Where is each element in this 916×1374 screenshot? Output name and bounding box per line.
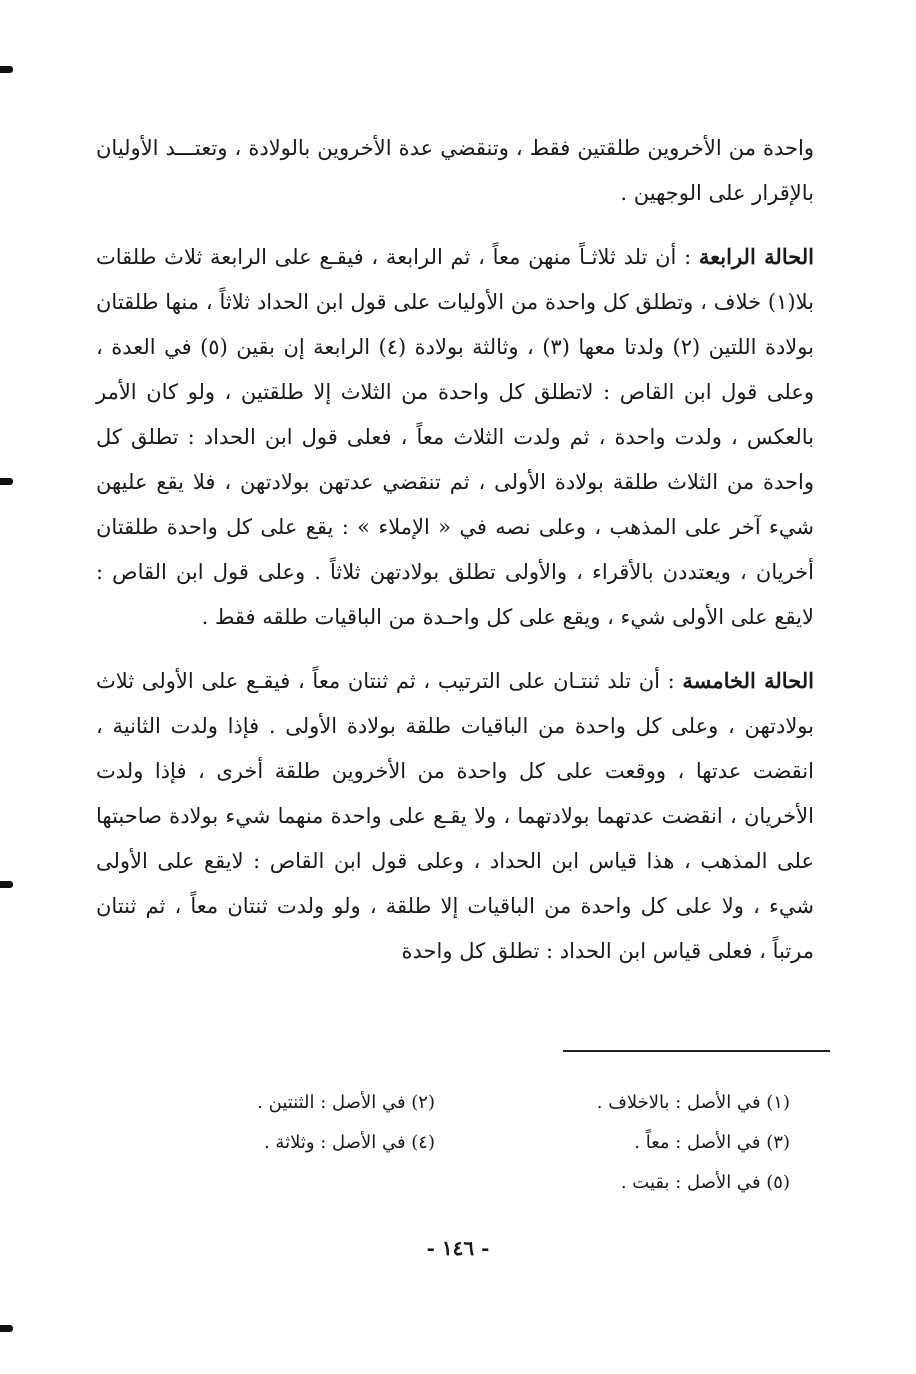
case-heading: الحالة الخامسة <box>682 668 814 693</box>
footnote: (٤) في الأصل : وثلاثة . <box>263 1132 435 1153</box>
paragraph-case-five <box>96 658 814 974</box>
paragraph-text: واحدة من الأخروين طلقتين فقط ، وتنقضي عدة الأخروين بالولادة ، وتعتـــد الأوليان بالإقرار على الوجهين . <box>96 136 814 205</box>
scan-edge-mark <box>0 66 13 73</box>
footnote: (١) في الأصل : بالاخلاف . <box>596 1092 790 1113</box>
footnote: (٢) في الأصل : الثنتين . <box>257 1092 435 1113</box>
footnotes <box>100 1084 790 1202</box>
footnote: (٣) في الأصل : معاً . <box>634 1132 790 1153</box>
paragraph-text: : أن تلد ثنتـان على الترتيب ، ثم ثنتان معاً ، فيقـع على الأولى ثلاث بولادتهن ، وعلى كل واحدة من الباقيات طلقة بولادة الأولى . فإذا ولدت الثانية ، انقضت عدتها ، ووقعت على كل واحدة من الأخروين طلقة أخرى ، فإذا ولدت الأخريان ، انقضت عدتهما بولادتهما ، ولا يقـع على واحدة منهما شيء بولادة صاحبتها على المذهب ، هذا قياس ابن الحداد ، وعلى قول ابن القاص : لايقع على الأولى شيء ، ولا على كل واحدة من الباقيات إلا طلقة ، ولو ولدت ثنتان معاً ، ثم ثنتان مرتباً ، فعلى قياس ابن الحداد : تطلق كل واحدة <box>96 669 814 963</box>
footnote-divider <box>563 1050 830 1052</box>
paragraph-case-four <box>96 234 814 640</box>
scan-edge-mark <box>0 881 13 888</box>
paragraph-intro <box>96 126 814 216</box>
paragraph-text: : أن تلد ثلاثـاً منهن معاً ، ثم الرابعة ، فيقـع على الرابعة ثلاث طلقات بلا(١) خلاف ، وتطلق كل واحدة من الأوليات على قول ابن الحداد ثلاثاً ، منها طلقتان بولادة اللتين (٢) ولدتا معها (٣) ، وثالثة بولادة (٤) الرابعة إن بقين (٥) في العدة ، وعلى قول ابن القاص : لاتطلق كل واحدة من الثلاث إلا طلقتين ، ولو كان الأمر بالعكس ، ولدت واحدة ، ثم ولدت الثلاث معاً ، فعلى قول ابن الحداد : تطلق كل واحدة من الثلاث طلقة بولادة الأولى ، ثم تنقضي عدتهن بولادتهن ، فلا يقع عليهن شيء آخر على المذهب ، وعلى نصه في « الإملاء » : يقع على كل واحدة طلقتان أخريان ، ويعتددن بالأقراء ، والأولى تطلق بولادتهن ثلاثاً . وعلى قول ابن القاص : لايقع على الأولى شيء ، ويقع على كل واحـدة من الباقيات طلقه فقط . <box>96 245 814 629</box>
scan-edge-mark <box>0 478 13 485</box>
main-text <box>96 126 814 974</box>
case-heading: الحالة الرابعة <box>698 244 814 269</box>
footnote: (٥) في الأصل : بقيت . <box>620 1172 790 1193</box>
page-number: - ١٤٦ - <box>426 1236 490 1260</box>
scan-edge-mark <box>0 1325 13 1332</box>
